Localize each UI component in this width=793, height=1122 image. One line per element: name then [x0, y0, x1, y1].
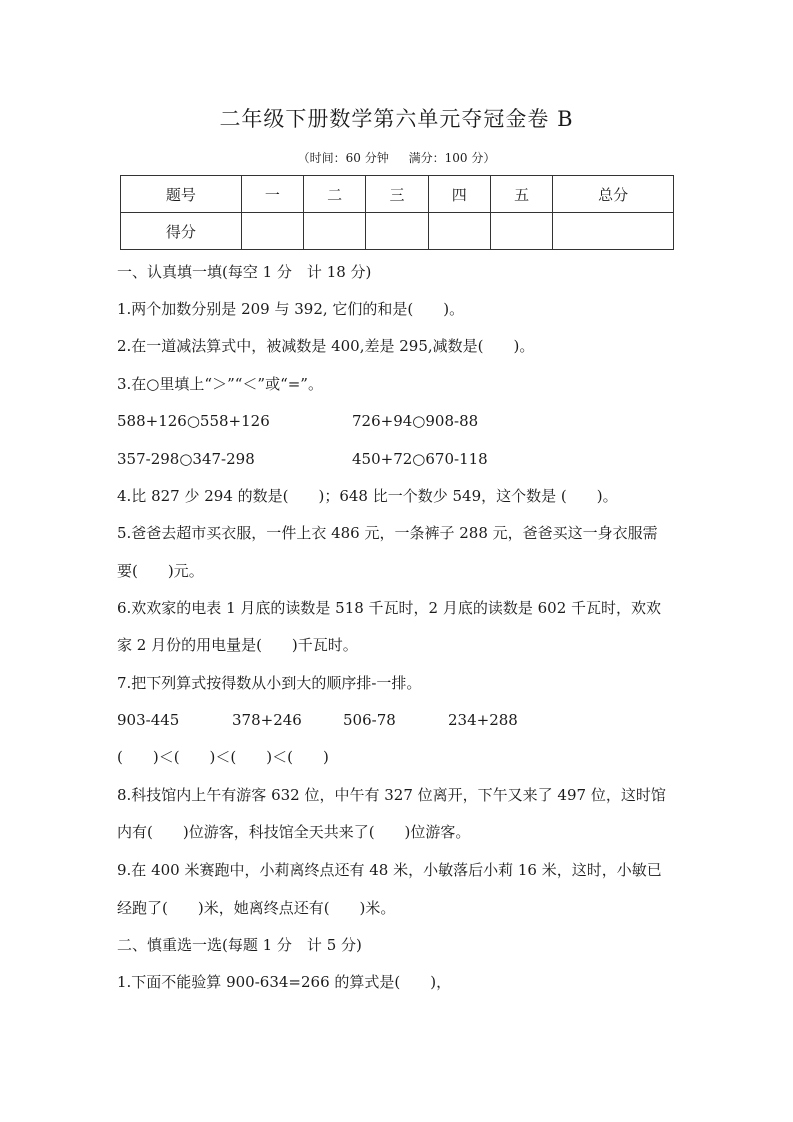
- question-1-5: 5.爸爸去超市买衣服，一件上衣 486 元，一条裤子 288 元，爸爸买这一身衣服需: [117, 524, 658, 542]
- score-input-cell[interactable]: [304, 213, 366, 250]
- question-1-4: 4.比 827 少 294 的数是( )；648 比一个数少 549，这个数是 ( )。: [117, 487, 618, 505]
- score-cell: 五: [490, 176, 552, 213]
- question-1-6: 6.欢欢家的电表 1 月底的读数是 518 千瓦时，2 月底的读数是 602 千瓦时，欢欢: [117, 599, 662, 617]
- score-cell: 三: [366, 176, 428, 213]
- score-cell: 四: [428, 176, 490, 213]
- score-cell: 一: [241, 176, 303, 213]
- score-cell: 二: [304, 176, 366, 213]
- order-item: 378+246: [232, 711, 302, 729]
- full-score: 满分：100 分）: [408, 151, 496, 165]
- page-title: 二年级下册数学第六单元夺冠金卷 B: [219, 107, 574, 131]
- question-1-2: 2.在一道减法算式中，被减数是 400,差是 295,减数是( )。: [117, 337, 535, 355]
- compare-item: 357-298○347-298: [117, 450, 255, 468]
- section-1-heading: 一、认真填一填(每空 1 分 计 18 分): [117, 263, 372, 281]
- time-limit: （时间：60 分钟: [297, 151, 389, 165]
- score-cell: 得分: [121, 213, 242, 250]
- order-item: 903-445: [117, 711, 180, 729]
- compare-item: 450+72○670-118: [352, 450, 488, 468]
- question-1-3: 3.在○里填上“＞”“＜”或“=”。: [117, 375, 323, 393]
- question-1-9: 9.在 400 米赛跑中，小莉离终点还有 48 米，小敏落后小莉 16 米，这时，小敏已: [117, 861, 662, 879]
- exam-info: [0, 149, 793, 166]
- score-input-cell[interactable]: [366, 213, 428, 250]
- question-1-5-cont: 要( )元。: [117, 562, 204, 580]
- question-1-6-cont: 家 2 月份的用电量是( )千瓦时。: [117, 636, 358, 654]
- order-item: 506-78: [343, 711, 396, 729]
- score-input-cell[interactable]: [428, 213, 490, 250]
- order-blanks: ( )＜( )＜( )＜( ): [117, 748, 329, 766]
- score-table: [120, 175, 674, 250]
- question-1-7: 7.把下列算式按得数从小到大的顺序排-一排。: [117, 674, 422, 692]
- question-1-8: 8.科技馆内上午有游客 632 位，中午有 327 位离开，下午又来了 497 位，这时馆: [117, 786, 666, 804]
- question-1-1: 1.两个加数分别是 209 与 392, 它们的和是( )。: [117, 300, 465, 318]
- question-1-8-cont: 内有( )位游客，科技馆全天共来了( )位游客。: [117, 823, 471, 841]
- order-item: 234+288: [448, 711, 518, 729]
- question-1-9-cont: 经跑了( )米，她离终点还有( )米。: [117, 899, 396, 917]
- compare-item: 588+126○558+126: [117, 412, 270, 430]
- score-cell: 题号: [121, 176, 242, 213]
- section-2-heading: 二、慎重选一选(每题 1 分 计 5 分): [117, 936, 362, 954]
- score-input-cell[interactable]: [490, 213, 552, 250]
- score-cell: 总分: [553, 176, 674, 213]
- score-table-header-row: [121, 176, 674, 213]
- compare-item: 726+94○908-88: [352, 412, 479, 430]
- score-input-cell[interactable]: [553, 213, 674, 250]
- score-table-score-row: [121, 213, 674, 250]
- score-input-cell[interactable]: [241, 213, 303, 250]
- question-2-1: 1.下面不能验算 900-634=266 的算式是( )，: [117, 973, 452, 991]
